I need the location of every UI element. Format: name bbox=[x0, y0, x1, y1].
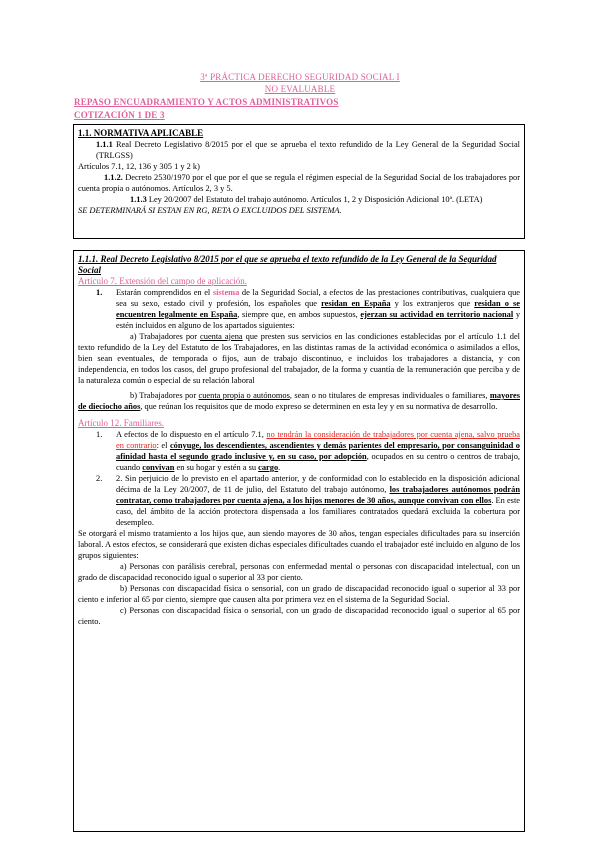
art7-title: Artículo 7. Extensión del campo de aplicación. bbox=[78, 276, 247, 286]
art12-group-a: a) Personas con parálisis cerebral, personas con enfermedad mental o personas con discapacidad intelectual, con un grado de discapacidad reconocido igual o superior al 33 por ciento. bbox=[78, 562, 520, 582]
normativa-item-1-articles: Artículos 7.1, 12, 136 y 305 1 y 2 k) bbox=[78, 162, 200, 171]
art12-paragraph-1: 1. A efectos de lo dispuesto en el artículo 7.1, no tendrán la consideración de trabajadores por cuenta ajena, salvo prueba en contrario: el cónyuge, los descendientes, ascendientes y demás parientes del empresario, por consanguinidad o afinidad hasta el segundo grado inclusive y, en su caso, por adopción, ocupados en su centro o centros de trabajo, cuando convivan en su hogar y estén a su cargo. bbox=[96, 430, 521, 472]
normativa-note: SE DETERMINARÁ SI ESTAN EN RG, RETA O EXCLUIDOS DEL SISTEMA. bbox=[78, 206, 342, 215]
art7-item-b: b) Trabajadores por cuenta propia o autónomos, sean o no titulares de empresas individuales o familiares, mayores de dieciocho años, que reúnan los requisitos que de modo expreso se determinen en esta ley y en su normativa de desarrollo. bbox=[78, 391, 520, 411]
doc-title: 3ª PRÁCTICA DERECHO SEGURIDAD SOCIAL I bbox=[200, 72, 400, 82]
normativa-item-3: 1.1.3 Ley 20/2007 del Estatuto del trabajo autónomo. Artículos 1, 2 y Disposición Adicional 10ª. (LETA) bbox=[130, 195, 483, 204]
lgss-heading: 1.1.1. Real Decreto Legislativo 8/2015 por el que se aprueba el texto refundido de la Ley General de la Seguridad Social bbox=[78, 254, 497, 275]
art12-group-b: b) Personas con discapacidad física o sensorial, con un grado de discapacidad reconocido igual o superior al 33 por ciento e inferior al 65 por ciento, siempre que causen alta por primera vez en el sistema de la Seguridad Social. bbox=[78, 584, 520, 604]
section-subtitle: COTIZACIÓN 1 DE 3 bbox=[74, 110, 165, 120]
art12-paragraph-2: 2. 2. Sin perjuicio de lo previsto en el apartado anterior, y de conformidad con lo establecido en la disposición adicional décima de la Ley 20/2007, de 11 de julio, del Estatuto del trabajo autónomo, los trabajadores autónomos podrán contratar, como trabajadores por cuenta ajena, a los hijos menores de 30 años, aunque convivan con ellos. En este caso, del ámbito de la acción protectora dispensada a los familiares contratados quedará excluida la cobertura por desempleo. bbox=[96, 474, 520, 527]
normativa-box bbox=[73, 124, 525, 239]
normativa-item-2: 1.1.2. Decreto 2530/1970 por el que por el que se regula el régimen especial de la Seguridad Social de los trabajadores por cuenta propia o autónomos. Artículos 2, 3 y 5. bbox=[78, 173, 521, 193]
section-title: REPASO ENCUADRAMIENTO Y ACTOS ADMINISTRATIVOS bbox=[74, 97, 339, 107]
doc-subtitle: NO EVALUABLE bbox=[264, 84, 336, 94]
normativa-heading: 1.1. NORMATIVA APLICABLE bbox=[78, 128, 204, 138]
art12-group-c: c) Personas con discapacidad física o sensorial, con un grado de discapacidad reconocido igual o superior al 65 por ciento. bbox=[78, 606, 520, 626]
art12-tail: Se otorgará el mismo tratamiento a los hijos que, aun siendo mayores de 30 años, tengan especiales dificultades para su inserción laboral. A estos efectos, se considerará que existen dichas especiales dificultades cuando el trabajador esté incluido en alguno de los grupos siguientes: bbox=[78, 529, 520, 560]
art7-item-a: a) Trabajadores por cuenta ajena que presten sus servicios en las condiciones establecidas por el artículo 1.1 del texto refundido de la Ley del Estatuto de los Trabajadores, en las distintas ramas de la actividad económica o asimilados a ellos, bien sean eventuales, de temporada o fijos, aun de trabajo discontinuo, e incluidos los trabajadores a distancia, y con independencia, en todos los casos, del grupo profesional del trabajador, de la forma y cuantía de la remuneración que perciba y de la naturaleza común o especial de su relación laboral bbox=[78, 332, 520, 385]
lgss-box bbox=[73, 250, 525, 832]
normativa-item-1: 1.1.1 Real Decreto Legislativo 8/2015 por el que se aprueba el texto refundido de la Ley General de la Seguridad Social (TRLGSS) bbox=[96, 140, 520, 160]
art7-paragraph-1: 1. Estarán comprendidos en el sistema de la Seguridad Social, a efectos de las prestaciones contributivas, cualquiera que sea su sexo, estado civil y profesión, los españoles que residan en España y los extranjeros que residan o se encuentren legalmente en España, siempre que, en ambos supuestos, ejerzan su actividad en territorio nacional y estén incluidos en alguno de los apartados siguientes: bbox=[96, 288, 521, 330]
art12-title: Artículo 12. Familiares. bbox=[78, 418, 164, 428]
